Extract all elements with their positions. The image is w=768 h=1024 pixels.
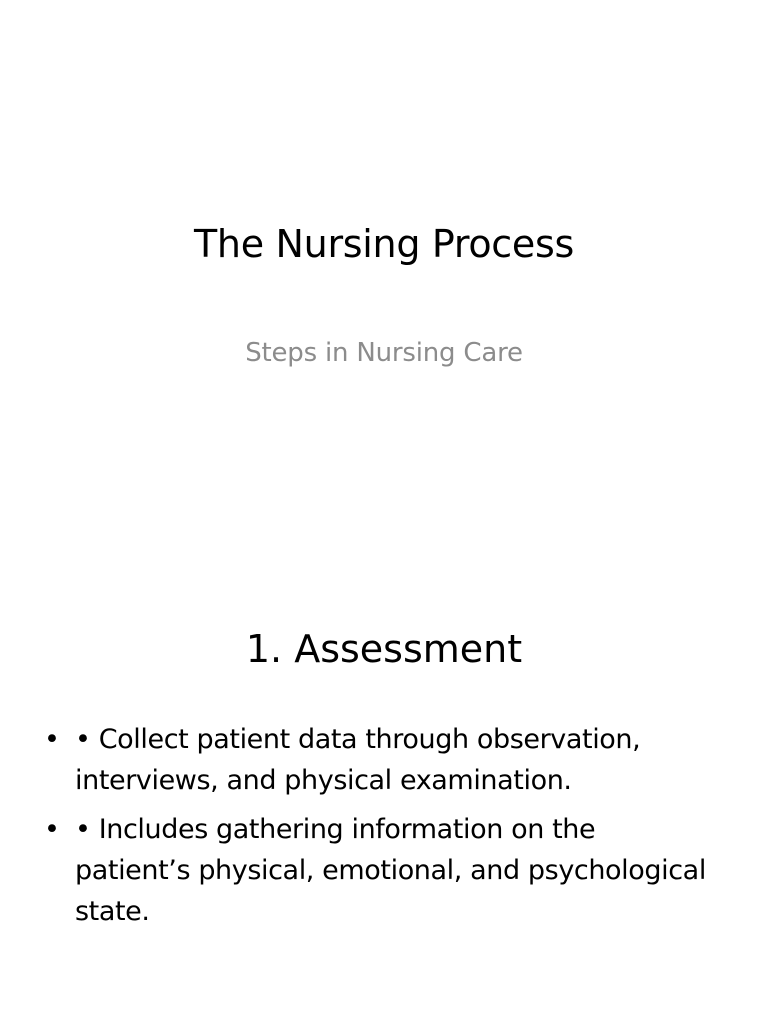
slide-subtitle: Steps in Nursing Care [245, 338, 523, 368]
bullet-text: • Collect patient data through observation, interviews, and physical examination. [75, 724, 641, 796]
bullet-marker: • [44, 724, 60, 755]
bullet-item [0, 719, 768, 801]
bullet-marker: • [44, 814, 60, 845]
content-slide-assessment [0, 576, 768, 1024]
slide-title: 1. Assessment [245, 627, 523, 671]
slide-title: The Nursing Process [194, 222, 574, 266]
bullet-text: • Includes gathering information on the patient’s physical, emotional, and psychological state. [75, 814, 706, 927]
bullet-item [0, 809, 768, 932]
bullet-list [0, 719, 768, 940]
